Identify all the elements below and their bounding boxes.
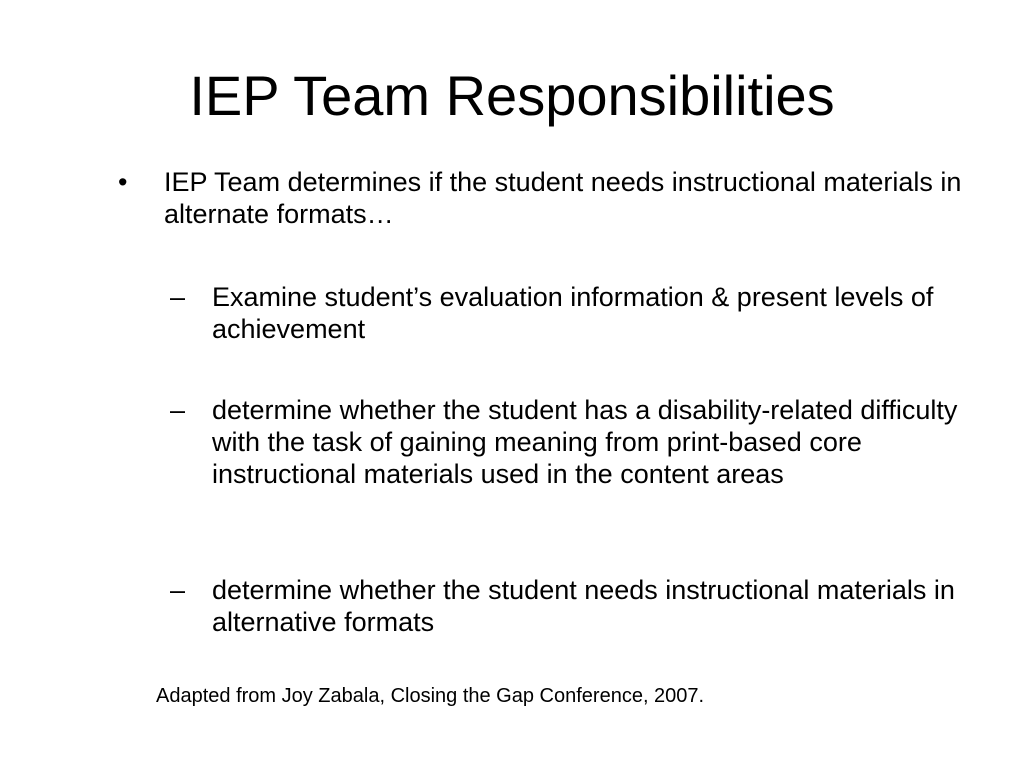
dash-marker: – [170, 282, 186, 312]
bullet-marker: • [118, 167, 128, 197]
sub-bullet-disability [170, 394, 1010, 490]
slide-title: IEP Team Responsibilities [189, 64, 835, 127]
sub-bullet-evaluation [170, 281, 1010, 345]
sub-bullet-text: determine whether the student needs instructional materials in alternative formats [212, 575, 955, 637]
sub-bullet-formats [170, 574, 1010, 638]
source-citation: Adapted from Joy Zabala, Closing the Gap Conference, 2007. [156, 685, 705, 707]
sub-bullet-text: Examine student’s evaluation information & present levels of achievement [212, 282, 934, 344]
main-bullet-text: IEP Team determines if the student needs instructional materials in alternate formats… [164, 167, 962, 229]
dash-marker: – [170, 395, 186, 425]
main-bullet [118, 166, 998, 230]
dash-marker: – [170, 575, 186, 605]
sub-bullet-text: determine whether the student has a disability-related difficulty with the task of gaining meaning from print-based core instructional materials used in the content areas [212, 395, 958, 489]
